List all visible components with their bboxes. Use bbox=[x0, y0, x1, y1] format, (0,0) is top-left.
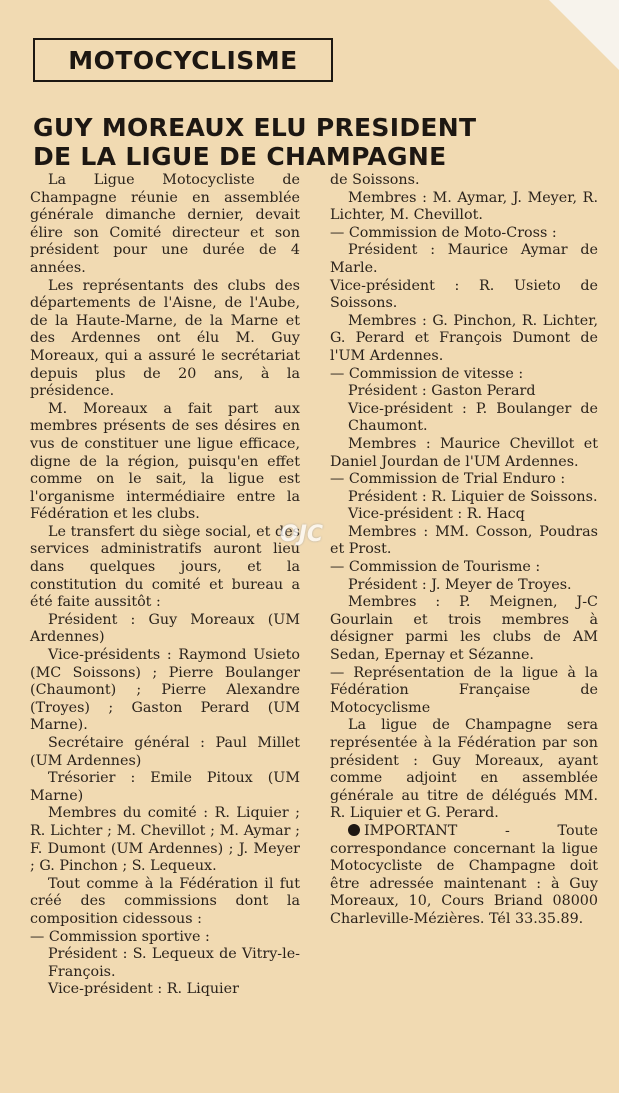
paragraph: Membres : G. Pinchon, R. Lichter, G. Perard et François Dumont de l'UM Ardennes. bbox=[330, 312, 598, 364]
paragraph: Vice-président : R. Usieto de Soissons. bbox=[330, 277, 598, 312]
paragraph: Membres : P. Meignen, J-C Gourlain et trois membres à désigner parmi les clubs de AM Sedan, Epernay et Sézanne. bbox=[330, 594, 598, 664]
paragraph: Président : S. Lequeux de Vitry-le-François. bbox=[48, 946, 300, 980]
paragraph: Tout comme à la Fédération il fut créé des commissions dont la composition cidessous : bbox=[30, 875, 300, 927]
paragraph: — Commission de Moto-Cross : bbox=[330, 224, 557, 241]
paragraph: — Commission sportive : bbox=[30, 928, 210, 945]
paragraph: de Soissons. bbox=[330, 172, 420, 188]
paragraph: — Représentation de la ligue à la Fédération Française de Motocyclisme bbox=[330, 664, 598, 716]
article-column-left bbox=[30, 172, 300, 999]
watermark-logo: OJC bbox=[280, 522, 324, 547]
article-column-right bbox=[330, 172, 598, 929]
important-text: - Toute correspondance concernant la ligue Motocycliste de Champagne doit être adressée maintenant : à Guy Moreaux, 10, Cours Briand 08000 Charleville-Mézières. Tél 33.35.89. bbox=[330, 822, 598, 927]
section-rubric bbox=[33, 38, 333, 82]
paragraph: La ligue de Champagne sera représentée à la Fédération par son président : Guy Moreaux, ayant comme adjoint en assemblée générale au titre de délégués MM. R. Liquier et G. Perard. bbox=[330, 717, 598, 822]
bleed-through-text bbox=[340, 0, 580, 110]
paragraph: Trésorier : Emile Pitoux (UM Marne) bbox=[30, 770, 300, 804]
paragraph: Vice-présidents : Raymond Usieto (MC Soissons) ; Pierre Boulanger (Chaumont) ; Pierre Alexandre (Troyes) ; Gaston Perard (UM Marne). bbox=[30, 647, 300, 734]
paragraph: Secrétaire général : Paul Millet (UM Ardennes) bbox=[30, 735, 300, 769]
paragraph: Vice-président : R. Liquier bbox=[48, 981, 239, 998]
paragraph: Vice-président : R. Hacq bbox=[348, 506, 525, 523]
headline-line-1: GUY MOREAUX ELU PRESIDENT bbox=[33, 113, 477, 142]
paragraph: Membres : MM. Cosson, Poudras et Prost. bbox=[330, 523, 598, 558]
paragraph: Le transfert du siège social, et des services administratifs auront lieu dans quelques jours, et la constitution du comité et bureau a été faite aussitôt : bbox=[30, 523, 300, 611]
bullet-icon bbox=[348, 824, 360, 836]
paragraph: — Commission de Tourisme : bbox=[330, 559, 541, 576]
paragraph: La Ligue Motocycliste de Champagne réunie en assemblée générale dimanche dernier, devait élire son Comité directeur et son président pour une durée de 4 années. bbox=[30, 172, 300, 276]
important-notice bbox=[330, 823, 598, 929]
paragraph: Président : J. Meyer de Troyes. bbox=[348, 576, 572, 593]
paragraph: — Commission de vitesse : bbox=[330, 365, 524, 382]
paragraph: Vice-président : P. Boulanger de Chaumont. bbox=[348, 400, 598, 435]
paragraph: Président : Maurice Aymar de Marle. bbox=[330, 242, 598, 276]
paragraph: Membres du comité : R. Liquier ; R. Lichter ; M. Chevillot ; M. Aymar ; F. Dumont (UM Ardennes) ; J. Meyer ; G. Pinchon ; S. Lequeux. bbox=[30, 805, 300, 875]
right-column-body bbox=[330, 172, 598, 823]
article-headline bbox=[33, 113, 593, 171]
headline-line-2: DE LA LIGUE DE CHAMPAGNE bbox=[33, 142, 447, 171]
paragraph: — Commission de Trial Enduro : bbox=[330, 471, 566, 488]
paragraph: Président : R. Liquier de Soissons. bbox=[348, 488, 598, 505]
paragraph: Les représentants des clubs des départements de l'Aisne, de l'Aube, de la Haute-Marne, de la Marne et des Ardennes ont élu M. Guy Moreaux, qui a assuré le secrétariat depuis plus de 20 ans, à la présidence. bbox=[30, 277, 300, 400]
paragraph: Membres : M. Aymar, J. Meyer, R. Lichter, M. Chevillot. bbox=[330, 189, 598, 224]
paragraph: Membres : Maurice Chevillot et Daniel Jourdan de l'UM Ardennes. bbox=[330, 435, 598, 470]
rubric-label: MOTOCYCLISME bbox=[68, 45, 298, 75]
paragraph: M. Moreaux a fait part aux membres présents de ses désires en vus de constituer une ligue efficace, digne de la région, puisqu'en effet comme on le sait, la ligue est l'organisme intermédiaire entre la Fédération et les clubs. bbox=[30, 400, 300, 523]
paragraph: Président : Gaston Perard bbox=[348, 383, 536, 400]
paragraph: Président : Guy Moreaux (UM Ardennes) bbox=[30, 611, 300, 646]
important-label: IMPORTANT bbox=[364, 822, 458, 839]
